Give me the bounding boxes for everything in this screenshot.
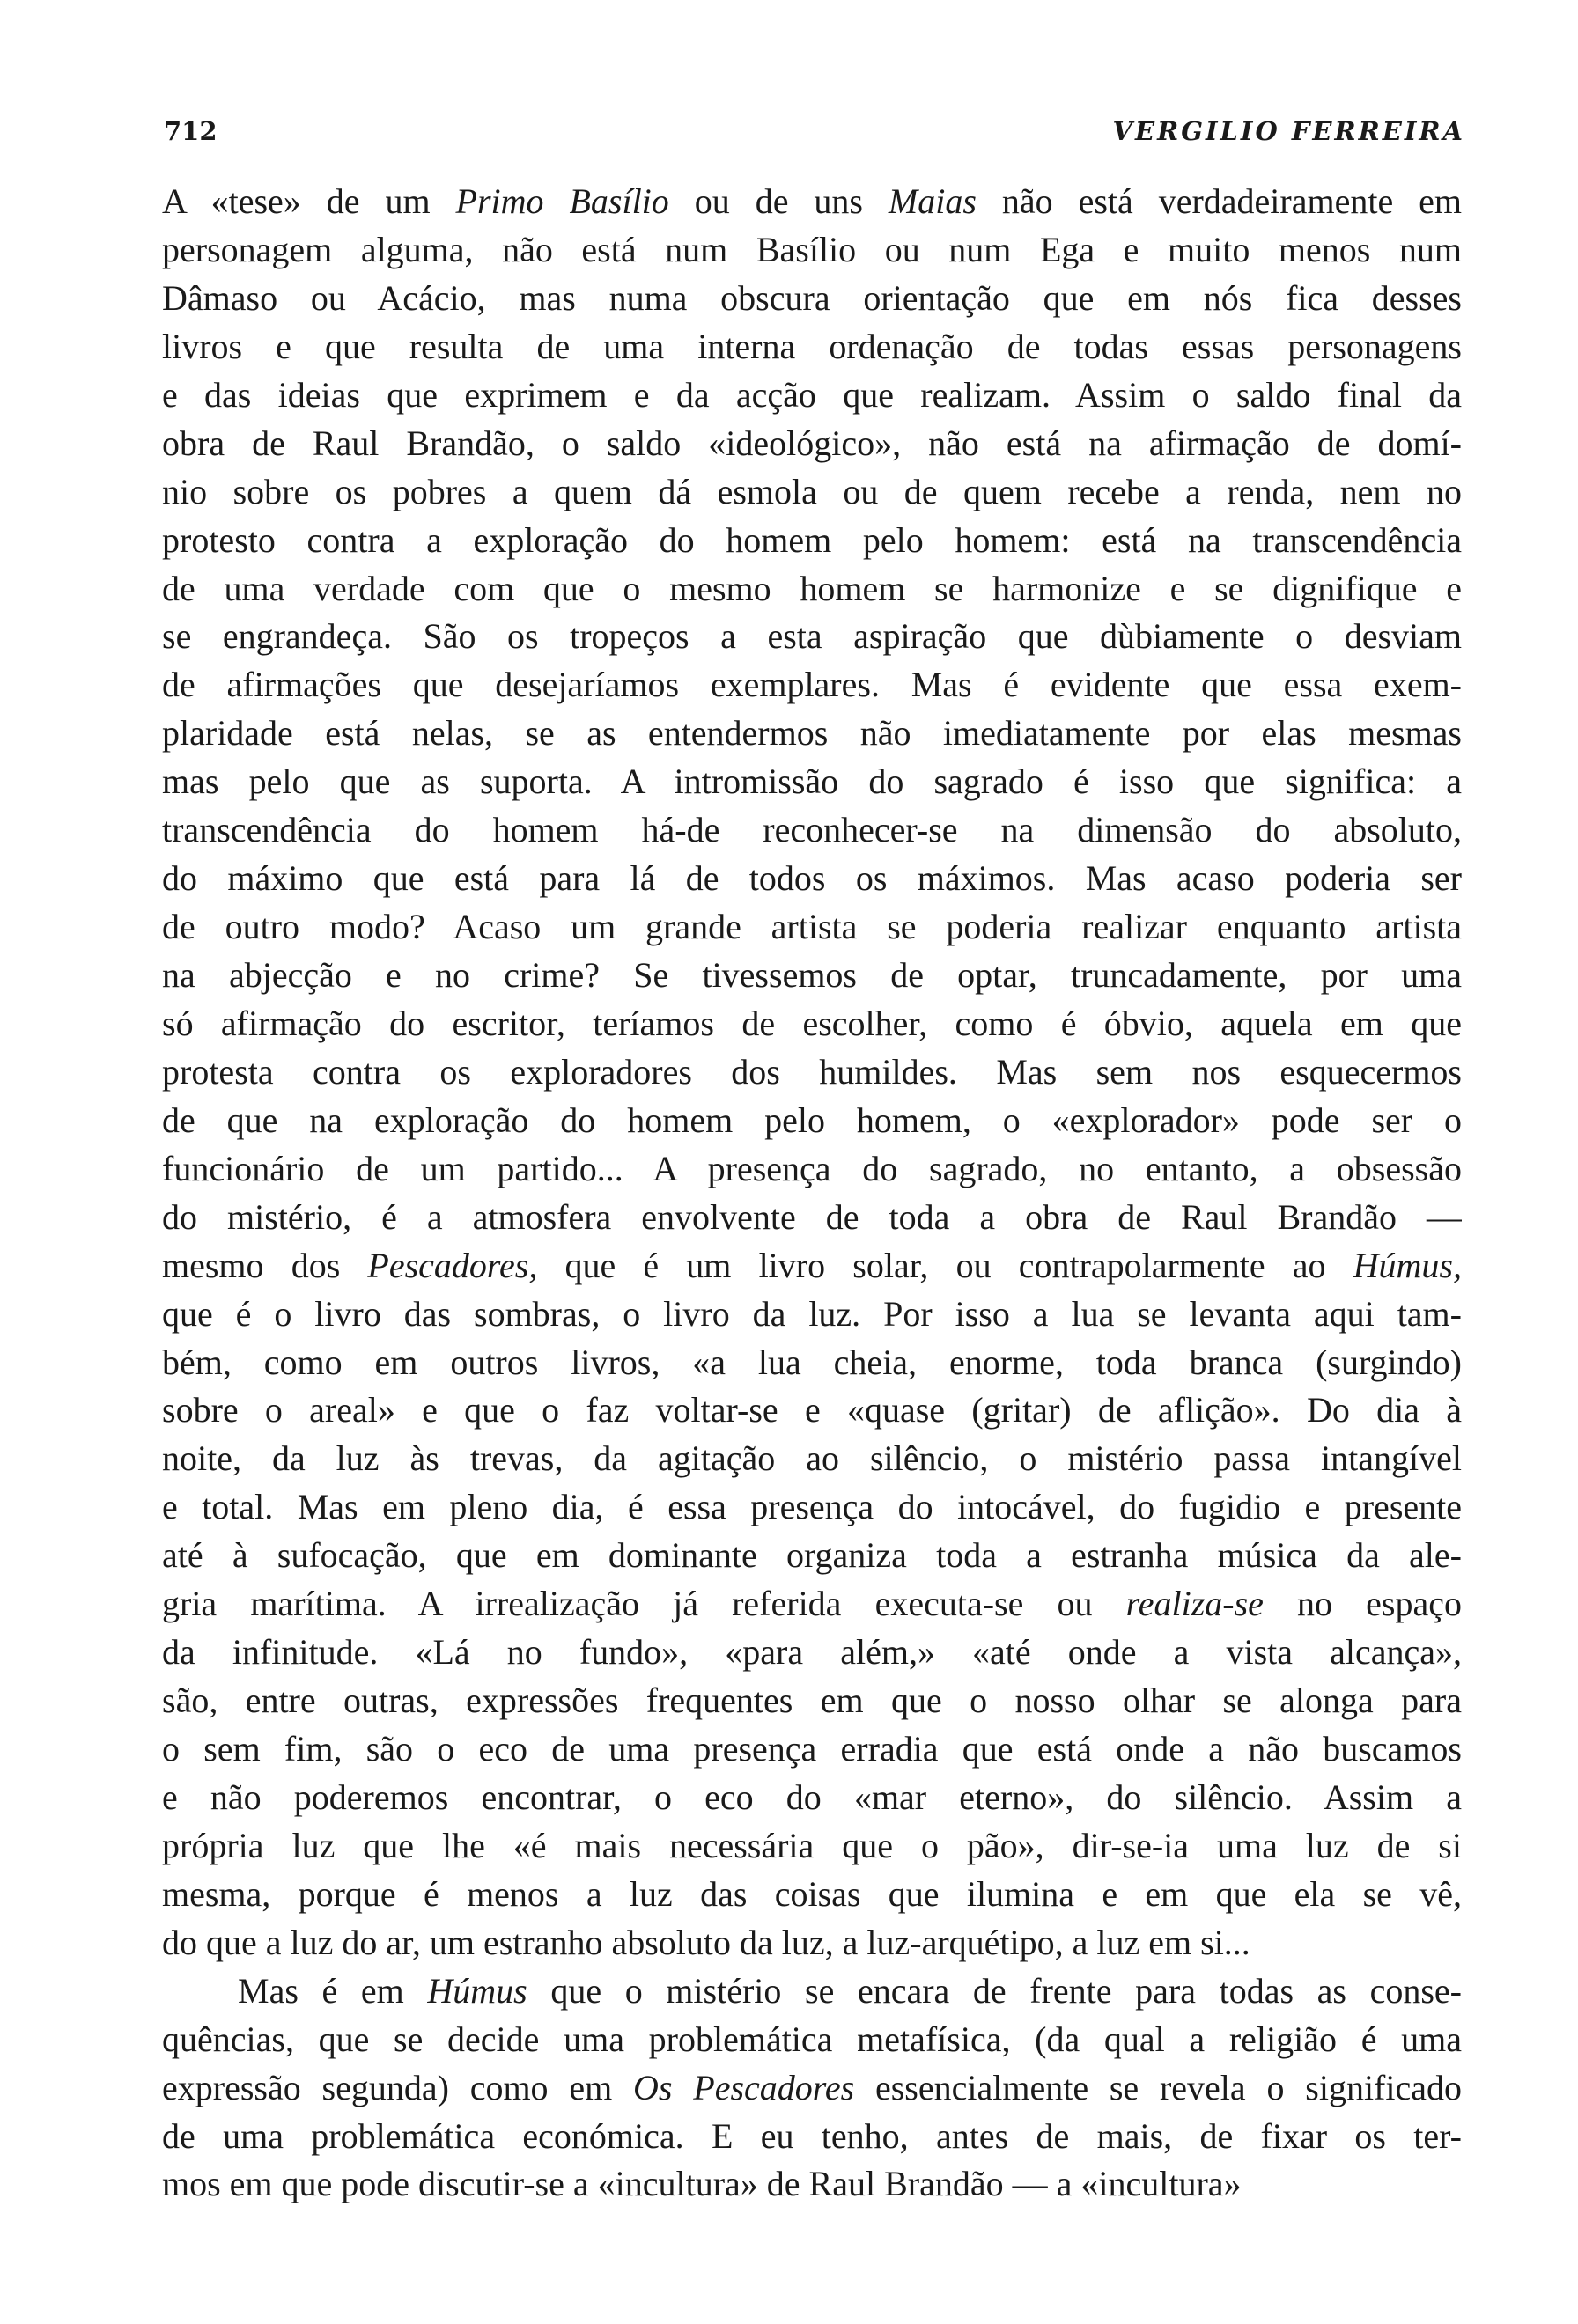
italic-title: Húmus bbox=[427, 1970, 527, 2011]
text-line bbox=[162, 1194, 1462, 1242]
text-line bbox=[162, 2160, 1462, 2209]
text-run: livros e que resulta de uma interna ordenação de todas essas personagens bbox=[162, 326, 1462, 366]
text-line bbox=[162, 178, 1462, 226]
text-run: obra de Raul Brandão, o saldo «ideológico», não está na afirmação de domí- bbox=[162, 423, 1462, 463]
text-run: que é o livro das sombras, o livro da luz. Por isso a lua se levanta aqui tam- bbox=[162, 1293, 1462, 1334]
text-run: própria luz que lhe «é mais necessária que o pão», dir-se-ia uma luz de si bbox=[162, 1825, 1462, 1865]
text-run: que o mistério se encara de frente para todas as conse- bbox=[527, 1970, 1462, 2011]
text-line bbox=[162, 806, 1462, 855]
text-line bbox=[162, 275, 1462, 323]
text-run: na abjecção e no crime? Se tivessemos de optar, truncadamente, por uma bbox=[162, 955, 1462, 995]
italic-title: Maias bbox=[888, 181, 977, 221]
text-run: funcionário de um partido... A presença do sagrado, no entanto, a obsessão bbox=[162, 1148, 1462, 1188]
text-run: o sem fim, são o eco de uma presença erradia que está onde a não buscamos bbox=[162, 1729, 1462, 1769]
text-run: expressão segunda) como em bbox=[162, 2067, 634, 2107]
text-run: de que na exploração do homem pelo homem, o «explorador» pode ser o bbox=[162, 1099, 1462, 1140]
text-line bbox=[162, 1919, 1462, 1967]
text-line bbox=[162, 1242, 1462, 1291]
text-line bbox=[162, 468, 1462, 517]
text-run: no espaço bbox=[1263, 1584, 1462, 1624]
text-line bbox=[162, 952, 1462, 1000]
text-line bbox=[162, 1000, 1462, 1048]
italic-title: Húmus, bbox=[1353, 1245, 1462, 1285]
text-run: mesma, porque é menos a luz das coisas que ilumina e em que ela se vê, bbox=[162, 1873, 1462, 1914]
text-run: bém, como em outros livros, «a lua cheia, enorme, toda branca (surgindo) bbox=[162, 1342, 1462, 1382]
text-run: Mas é em bbox=[238, 1970, 428, 2011]
running-title: VERGILIO FERREIRA bbox=[1112, 116, 1465, 146]
text-run: plaridade está nelas, se as entendermos não imediatamente por elas mesmas bbox=[162, 713, 1462, 754]
text-run: essencialmente se revela o significado bbox=[854, 2067, 1462, 2107]
italic-title: Pescadores, bbox=[367, 1245, 538, 1285]
text-run: sobre o areal» e que o faz voltar-se e «quase (gritar) de aflição». Do dia à bbox=[162, 1390, 1462, 1430]
text-line bbox=[162, 1725, 1462, 1774]
text-line bbox=[162, 1339, 1462, 1387]
paragraph bbox=[162, 1967, 1462, 2210]
text-line bbox=[162, 517, 1462, 565]
text-line bbox=[162, 1483, 1462, 1532]
italic-title: realiza-se bbox=[1125, 1584, 1264, 1624]
text-run: protesto contra a exploração do homem pelo homem: está na transcendência bbox=[162, 519, 1462, 560]
text-run: só afirmação do escritor, teríamos de escolher, como é óbvio, aquela em que bbox=[162, 1003, 1462, 1043]
text-line bbox=[162, 1386, 1462, 1435]
text-line bbox=[162, 1097, 1462, 1145]
text-line bbox=[162, 710, 1462, 758]
text-run: personagem alguma, não está num Basílio ou num Ega e muito menos num bbox=[162, 229, 1462, 269]
text-run: de outro modo? Acaso um grande artista se poderia realizar enquanto artista bbox=[162, 907, 1462, 947]
text-run: quências, que se decide uma problemática metafísica, (da qual a religião é uma bbox=[162, 2019, 1462, 2059]
page-number: 712 bbox=[164, 116, 218, 146]
text-line bbox=[162, 758, 1462, 806]
text-run: protesta contra os exploradores dos humildes. Mas sem nos esquecermos bbox=[162, 1051, 1462, 1092]
text-line bbox=[162, 2016, 1462, 2064]
text-line bbox=[162, 1629, 1462, 1677]
text-line bbox=[162, 323, 1462, 371]
text-run: do máximo que está para lá de todos os máximos. Mas acaso poderia ser bbox=[162, 858, 1462, 899]
text-line bbox=[162, 1871, 1462, 1919]
text-run: Dâmaso ou Acácio, mas numa obscura orientação que em nós fica desses bbox=[162, 277, 1462, 318]
text-run: até à sufocação, que em dominante organiza toda a estranha música da ale- bbox=[162, 1535, 1462, 1576]
text-line bbox=[162, 371, 1462, 420]
text-line bbox=[162, 1291, 1462, 1339]
paragraph bbox=[162, 178, 1462, 1967]
text-run: são, entre outras, expressões frequentes em que o nosso olhar se alonga para bbox=[162, 1680, 1462, 1721]
text-run: de afirmações que desejaríamos exemplares. Mas é evidente que essa exem- bbox=[162, 665, 1462, 705]
running-header bbox=[164, 116, 1465, 146]
text-line bbox=[162, 1967, 1462, 2016]
text-run: A «tese» de um bbox=[162, 181, 456, 221]
text-run: transcendência do homem há-de reconhecer-se na dimensão do absoluto, bbox=[162, 810, 1462, 850]
text-run: mos em que pode discutir-se a «incultura» de Raul Brandão — a «incultura» bbox=[162, 2164, 1242, 2204]
text-run: mesmo dos bbox=[162, 1245, 368, 1285]
text-run: que é um livro solar, ou contrapolarmente ao bbox=[537, 1245, 1353, 1285]
text-line bbox=[162, 2113, 1462, 2161]
text-line bbox=[162, 420, 1462, 468]
text-line bbox=[162, 1677, 1462, 1725]
text-line bbox=[162, 1774, 1462, 1822]
italic-title: Os Pescadores bbox=[633, 2067, 855, 2107]
text-run: do mistério, é a atmosfera envolvente de toda a obra de Raul Brandão — bbox=[162, 1196, 1462, 1237]
italic-title: Primo Basílio bbox=[455, 181, 669, 221]
text-run: ou de uns bbox=[668, 181, 889, 221]
text-line bbox=[162, 1580, 1462, 1629]
text-run: do que a luz do ar, um estranho absoluto da luz, a luz-arquétipo, a luz em si... bbox=[162, 1922, 1250, 1962]
text-line bbox=[162, 1822, 1462, 1871]
text-run: e das ideias que exprimem e da acção que realizam. Assim o saldo final da bbox=[162, 374, 1462, 415]
text-line bbox=[162, 1532, 1462, 1580]
text-run: de uma verdade com que o mesmo homem se harmonize e se dignifique e bbox=[162, 568, 1462, 608]
text-run: não está verdadeiramente em bbox=[976, 181, 1462, 221]
text-run: e total. Mas em pleno dia, é essa presença do intocável, do fugidio e presente bbox=[162, 1487, 1462, 1527]
text-line bbox=[162, 661, 1462, 710]
text-line bbox=[162, 903, 1462, 952]
text-run: de uma problemática económica. E eu tenho, antes de mais, de fixar os ter- bbox=[162, 2115, 1462, 2156]
text-run: e não poderemos encontrar, o eco do «mar eterno», do silêncio. Assim a bbox=[162, 1776, 1462, 1817]
text-line bbox=[162, 1145, 1462, 1194]
text-line bbox=[162, 2064, 1462, 2113]
text-run: gria marítima. A irrealização já referida executa-se ou bbox=[162, 1584, 1126, 1624]
text-run: noite, da luz às trevas, da agitação ao silêncio, o mistério passa intangível bbox=[162, 1438, 1462, 1479]
text-line bbox=[162, 1435, 1462, 1483]
text-line bbox=[162, 855, 1462, 903]
text-line bbox=[162, 613, 1462, 661]
text-line bbox=[162, 565, 1462, 614]
body-text bbox=[162, 178, 1462, 2209]
text-line bbox=[162, 226, 1462, 275]
text-run: mas pelo que as suporta. A intromissão do sagrado é isso que significa: a bbox=[162, 761, 1462, 802]
text-run: se engrandeça. São os tropeços a esta aspiração que dùbiamente o desviam bbox=[162, 616, 1462, 657]
text-run: da infinitude. «Lá no fundo», «para além,» «até onde a vista alcança», bbox=[162, 1632, 1462, 1673]
text-line bbox=[162, 1048, 1462, 1097]
text-run: nio sobre os pobres a quem dá esmola ou de quem recebe a renda, nem no bbox=[162, 471, 1462, 511]
